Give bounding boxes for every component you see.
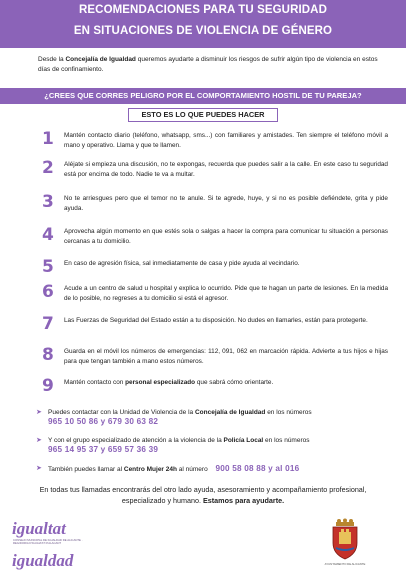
title-line-1: RECOMENDACIONES PARA TU SEGURIDAD: [78, 4, 327, 16]
logo-brand-bottom: igualdad: [12, 551, 74, 570]
recommendation-number: 2: [42, 158, 54, 178]
header-banner: [0, 0, 406, 48]
subheading-box: ESTO ES LO QUE PUEDES HACER: [128, 108, 278, 122]
contact-body: [48, 436, 388, 455]
question-bar: ¿CREES QUE CORRES PELIGRO POR EL COMPORTAMIENTO HOSTIL DE TU PAREJA?: [0, 88, 406, 104]
recommendation-number: 5: [42, 257, 54, 277]
recommendation-text-start: Mantén contacto con: [64, 379, 126, 386]
recommendation-text: Las Fuerzas de Seguridad del Estado están a tu disposición. No dudes en llamarles, están para protegerte.: [64, 317, 368, 324]
recommendation-text: En caso de agresión física, sal inmediatamente de casa y pide ayuda al vecindario.: [64, 260, 300, 267]
contact-text-end: en los números: [265, 409, 312, 416]
recommendation-number: 1: [42, 129, 54, 149]
arrow-icon: ➤: [36, 437, 42, 444]
contact-text-start: Puedes contactar con la Unidad de Violencia de la: [48, 409, 195, 416]
contact-text-bold: Policía Local: [223, 437, 264, 444]
recommendation-text-bold: personal especializado: [125, 379, 196, 386]
contact-body: [48, 464, 388, 474]
recommendation-text: Aprovecha algún momento en que estés sola o salgas a hacer la compra para comunicar tu situación a personas cercanas a tu domicilio.: [64, 228, 388, 245]
recommendation-text: Aléjate si empieza una discusión, no te expongas, recuerda que puedes salir a la calle. En este caso tu seguridad está por encima de todo. Nadie te va a multar.: [64, 161, 388, 178]
closing-paragraph: [30, 485, 376, 506]
contact-text-end: al número: [176, 466, 208, 473]
recommendation-text-end: que sabrá cómo orientarte.: [195, 379, 274, 386]
closing-text: En todas tus llamadas encontrarás del otro lado ayuda, asesoramiento y acompañamiento profesional, especializado y humano.: [39, 485, 367, 505]
intro-text-start: Desde la: [38, 56, 66, 63]
closing-text-bold: Estamos para ayudarte.: [203, 495, 285, 505]
contact-text-bold: Concejalía de Igualdad: [194, 409, 266, 416]
title-line-2: EN SITUACIONES DE VIOLENCIA DE GÉNERO: [73, 25, 333, 37]
logo-caption: AYUNTAMIENTO DE ALICANTE: [324, 562, 366, 566]
contact-text-bold: Centro Mujer 24h: [123, 466, 177, 473]
intro-text-end: queremos ayudarte a disminuir los riesgos de sufrir algún tipo de violencia en estos días de confinamiento.: [38, 56, 378, 73]
igualdad-logo: [12, 520, 102, 570]
recommendation-text: Mantén contacto diario (teléfono, whatsapp, sms...) con familiares y amistades. Ten siempre el teléfono móvil a mano y operativo. Llama y que te llamen.: [64, 132, 388, 149]
contact-phone[interactable]: 965 10 50 86 y 679 30 63 82: [48, 417, 159, 426]
recommendation-text: Acude a un centro de salud u hospital y explica lo ocurrido. Pide que te hagan un parte de lesiones. En la medida de lo posible, no regreses a tu domicilio si está el agresor.: [64, 285, 388, 302]
recommendation-text: No te arriesgues pero que el temor no te anule. Si te agrede, huye, y si no es posible defiéndete, grita y pide ayuda.: [64, 195, 388, 212]
recommendation-number: 3: [42, 192, 54, 212]
contact-phone[interactable]: 900 58 08 88 y al 016: [215, 464, 300, 473]
logo-brand-top: igualtat: [12, 519, 66, 538]
recommendation-number: 6: [42, 282, 54, 302]
contact-text-end: en los números: [263, 437, 310, 444]
intro-text-bold: Concejalía de Igualdad: [65, 56, 136, 63]
recommendation-number: 7: [42, 314, 54, 334]
recommendation-text: Guarda en el móvil los números de emergencias: 112, 091, 062 en marcación rápida. Advierte a tus hijos e hijas para que tengan también a mano estos números.: [64, 348, 388, 365]
recommendation-number: 4: [42, 225, 54, 245]
contact-text-start: Y con el grupo especializado de atención a la violencia de la: [48, 437, 224, 444]
recommendation-text: [64, 378, 388, 388]
contact-body: [48, 408, 388, 427]
recommendation-number: 9: [42, 376, 54, 396]
intro-paragraph: [38, 55, 383, 74]
city-council-logo: [320, 518, 370, 570]
arrow-icon: ➤: [36, 409, 42, 416]
coat-of-arms-icon: [330, 518, 360, 560]
recommendation-number: 8: [42, 345, 54, 365]
arrow-icon: ➤: [36, 465, 42, 472]
contact-phone[interactable]: 965 14 95 37 y 659 57 36 39: [48, 445, 159, 454]
logo-small-text: CONSEJO MUNICIPAL DE IGUALDAD DE ALICANTE · REGIDORIA D'IGUALTAT D'ALACANT: [13, 538, 83, 546]
contact-text-start: También puedes llamar al: [48, 466, 124, 473]
